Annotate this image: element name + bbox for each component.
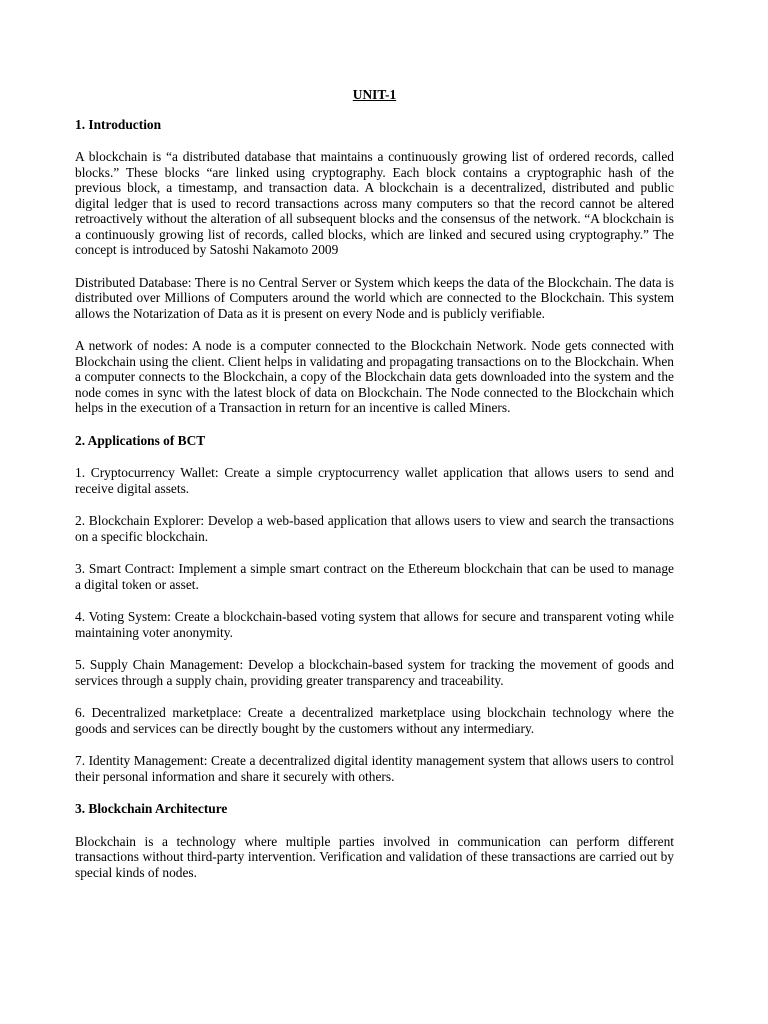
application-item-blockchain-explorer: 2. Blockchain Explorer: Develop a web-based application that allows users to view and search the transactions on a specific blockchain. xyxy=(75,513,674,544)
application-item-decentralized-marketplace: 6. Decentralized marketplace: Create a decentralized marketplace using blockchain technology where the goods and services can be directly bought by the customers without any intermediary. xyxy=(75,705,674,736)
architecture-paragraph: Blockchain is a technology where multiple parties involved in communication can perform different transactions without third-party intervention. Verification and validation of these transactions are carried out by special kinds of nodes. xyxy=(75,833,674,880)
section-heading-introduction: 1. Introduction xyxy=(75,116,162,132)
intro-paragraph-blockchain-definition: A blockchain is “a distributed database that maintains a continuously growing list of ordered records, called blocks.” These blocks “are linked using cryptography. Each block contains a cryptographic hash of the previous block, a timestamp, and transaction data. A blockchain is a decentralized, distributed and public digital ledger that is used to record transactions across many computers so that the record cannot be altered retroactively without the alteration of all subsequent blocks and the consensus of the network. “A blockchain is a continuously growing list of records, called blocks, which are linked and secured using cryptography.” The concept is introduced by Satoshi Nakamoto 2009 xyxy=(75,149,674,257)
section-heading-applications: 2. Applications of BCT xyxy=(75,432,206,448)
intro-paragraph-distributed-database: Distributed Database: There is no Central Server or System which keeps the data of the Blockchain. The data is distributed over Millions of Computers around the world which are connected to the Blockchain. This system allows the Notarization of Data as it is present on every Node and is publicly verifiable. xyxy=(75,274,674,321)
application-item-smart-contract: 3. Smart Contract: Implement a simple smart contract on the Ethereum blockchain that can be used to manage a digital token or asset. xyxy=(75,561,674,592)
unit-title: UNIT-1 xyxy=(352,87,397,102)
application-item-identity-management: 7. Identity Management: Create a decentralized digital identity management system that allows users to control their personal information and share it securely with others. xyxy=(75,753,674,784)
section-heading-architecture: 3. Blockchain Architecture xyxy=(75,801,228,816)
application-item-supply-chain: 5. Supply Chain Management: Develop a blockchain-based system for tracking the movement of goods and services through a supply chain, providing greater transparency and traceability. xyxy=(75,657,674,688)
application-item-voting-system: 4. Voting System: Create a blockchain-based voting system that allows for secure and transparent voting while maintaining voter anonymity. xyxy=(75,609,674,640)
application-item-cryptocurrency-wallet: 1. Cryptocurrency Wallet: Create a simple cryptocurrency wallet application that allows users to send and receive digital assets. xyxy=(75,465,674,496)
document-page xyxy=(75,87,674,897)
intro-paragraph-network-of-nodes: A network of nodes: A node is a computer connected to the Blockchain Network. Node gets connected with Blockchain using the client. Client helps in validating and propagating transactions on to the Blockchain. When a computer connects to the Blockchain, a copy of the Blockchain data gets downloaded into the system and the node comes in sync with the latest block of data on Blockchain. The Node connected to the Blockchain which helps in the execution of a Transaction in return for an incentive is called Miners. xyxy=(75,338,674,415)
